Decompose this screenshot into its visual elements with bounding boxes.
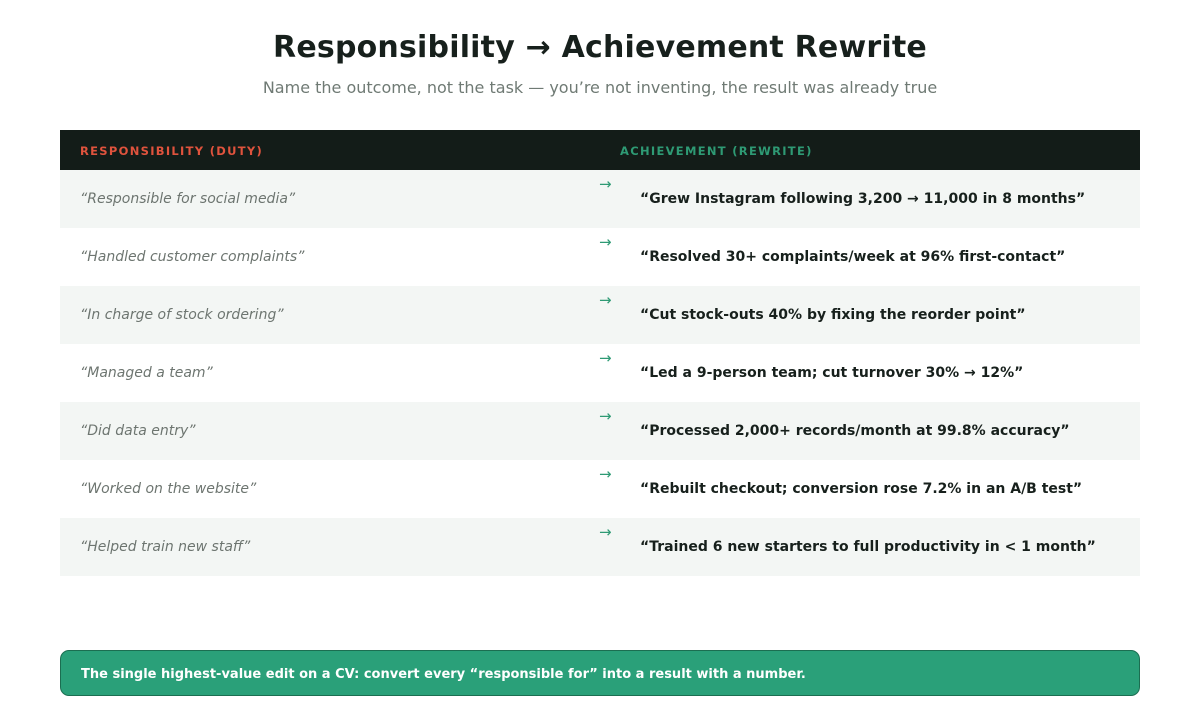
duty-text: “Worked on the website”	[80, 481, 257, 497]
achievement-text: “Processed 2,000+ records/month at 99.8% accuracy”	[640, 423, 1070, 439]
header-duty: RESPONSIBILITY (DUTY)	[80, 144, 264, 158]
arrow-right-icon: →	[599, 349, 612, 367]
table-row	[60, 402, 1140, 460]
rewrite-table	[60, 130, 1140, 576]
duty-text: “Managed a team”	[80, 365, 213, 381]
duty-text: “Handled customer complaints”	[80, 249, 305, 265]
table-row	[60, 170, 1140, 228]
achievement-text: “Grew Instagram following 3,200 → 11,000 in 8 months”	[640, 191, 1086, 207]
achievement-text: “Resolved 30+ complaints/week at 96% first-contact”	[640, 249, 1066, 265]
duty-text: “Helped train new staff”	[80, 539, 251, 555]
table-row	[60, 460, 1140, 518]
arrow-right-icon: →	[599, 523, 612, 541]
page-title: Responsibility → Achievement Rewrite	[273, 30, 927, 65]
duty-text: “In charge of stock ordering”	[80, 307, 284, 323]
duty-text: “Responsible for social media”	[80, 191, 296, 207]
header-achievement: ACHIEVEMENT (REWRITE)	[620, 144, 813, 158]
arrow-right-icon: →	[599, 175, 612, 193]
arrow-right-icon: →	[599, 407, 612, 425]
table-header	[60, 130, 1140, 170]
duty-text: “Did data entry”	[80, 423, 196, 439]
achievement-text: “Led a 9-person team; cut turnover 30% → 12%”	[640, 365, 1024, 381]
achievement-text: “Rebuilt checkout; conversion rose 7.2% in an A/B test”	[640, 481, 1083, 497]
achievement-text: “Trained 6 new starters to full productivity in < 1 month”	[640, 539, 1096, 555]
callout-text: The single highest-value edit on a CV: convert every “responsible for” into a result with a number.	[81, 667, 806, 682]
arrow-right-icon: →	[599, 233, 612, 251]
page-subtitle: Name the outcome, not the task — you’re not inventing, the result was already true	[262, 78, 938, 97]
arrow-right-icon: →	[599, 291, 612, 309]
table-row	[60, 228, 1140, 286]
table-row	[60, 518, 1140, 576]
table-row	[60, 344, 1140, 402]
achievement-text: “Cut stock-outs 40% by fixing the reorder point”	[640, 307, 1026, 323]
arrow-right-icon: →	[599, 465, 612, 483]
table-row	[60, 286, 1140, 344]
tip-callout	[60, 650, 1140, 696]
